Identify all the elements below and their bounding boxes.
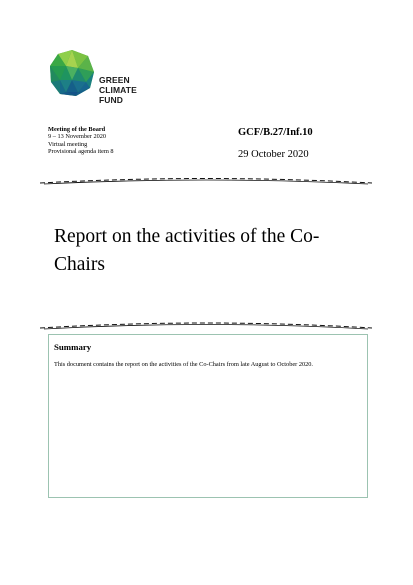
meeting-info — [48, 126, 188, 155]
globe-icon — [48, 48, 96, 98]
meeting-dates: 9 – 13 November 2020 — [48, 133, 107, 141]
meeting-agenda: Provisional agenda item 8 — [48, 147, 114, 155]
bottom-divider — [38, 319, 374, 333]
logo-line-1: GREEN — [99, 75, 130, 85]
document-code: GCF/B.27/Inf.10 — [238, 127, 313, 138]
document-title: Report on the activities of the Co-Chairs — [54, 226, 320, 275]
logo-line-3: FUND — [99, 95, 124, 105]
document-date: 29 October 2020 — [238, 149, 309, 160]
logo-line-2: CLIMATE — [99, 85, 137, 95]
meeting-heading: Meeting of the Board — [48, 126, 106, 133]
summary-heading: Summary — [54, 342, 92, 352]
logo-wordmark — [99, 75, 137, 105]
meeting-format: Virtual meeting — [48, 140, 88, 148]
summary-text: This document contains the report on the activities of the Co-Chairs from late August to October 2020. — [54, 361, 313, 368]
summary-box — [48, 334, 368, 498]
top-divider — [38, 176, 374, 190]
gcf-logo — [48, 48, 148, 108]
